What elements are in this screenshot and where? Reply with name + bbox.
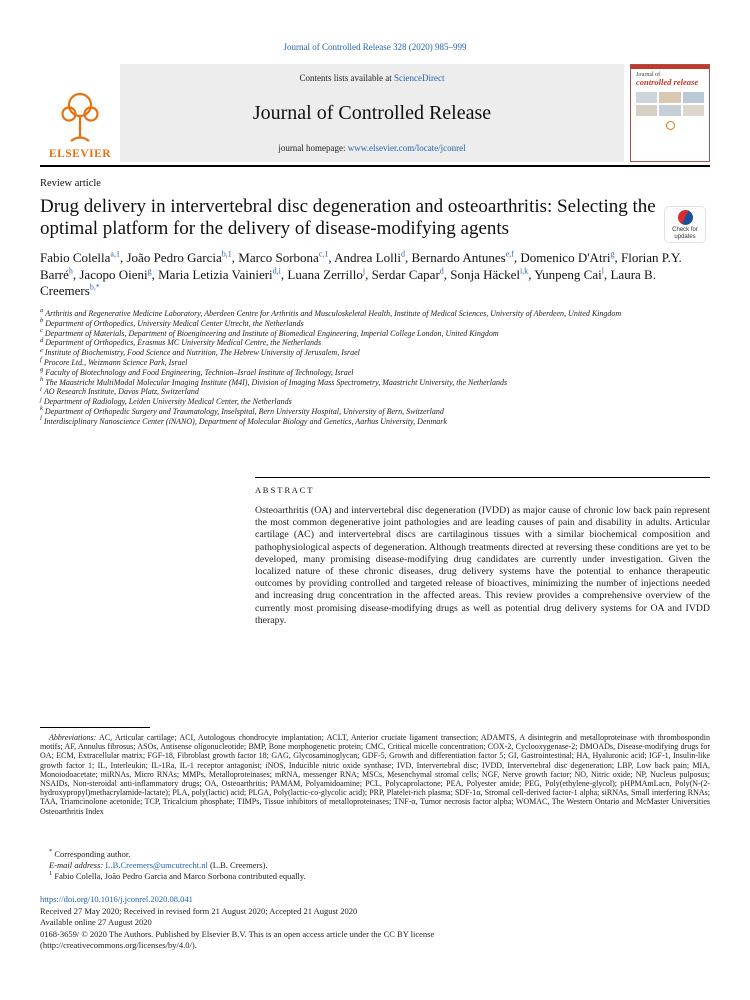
journal-cover-thumbnail[interactable]	[630, 64, 710, 162]
author-name: Jacopo Oieni	[79, 266, 148, 282]
author-affiliation-sup[interactable]: d,i	[272, 266, 281, 276]
affiliation-item	[40, 309, 710, 319]
affiliation-item	[40, 375, 710, 388]
footnote-lines	[40, 849, 710, 881]
author-name: Bernardo Antunes	[411, 250, 506, 265]
author-name: Florian P.Y. Barré	[40, 250, 682, 282]
author-name: Serdar Capar	[371, 266, 440, 282]
affiliation-item	[40, 338, 710, 348]
cover-kicker-text: Journal of	[636, 72, 661, 78]
homepage-line	[278, 143, 465, 153]
received-dates: Received 27 May 2020; Received in revised form 21 August 2020; Accepted 21 August 2020	[40, 905, 358, 916]
affiliation-item	[40, 387, 710, 397]
author-name: Laura B. Creemers	[40, 266, 656, 298]
affiliation-list	[40, 309, 710, 427]
affiliation-item	[40, 368, 710, 378]
affiliation-text: Arthritis and Regenerative Medicine Laboratory, Aberdeen Centre for Arthritis and Musculoskeletal Health, Institute of Medical Sciences, University of Aberdeen, United Kingdom	[45, 309, 622, 318]
corresponding-text: Corresponding author.	[54, 849, 131, 859]
affiliation-sup: h	[40, 375, 44, 383]
author-separator: ,	[280, 266, 288, 282]
affiliation-sup: g	[40, 366, 44, 374]
affiliation-sup: a	[40, 307, 44, 315]
abbreviations-text: AC, Articular cartilage; ACI, Autologous chondrocyte implantation; ACLT, Anterior cruciate ligament transection; ADAMTS, A disintegrin and metalloproteinase with thrombospondin motifs; AF, Annulus fibrosus; ASOs, Antisense oligonucleotide; BMP, Bone morphogenetic protein; CMC, Critical micelle concentration; COX-2, Cyclooxygenase-2; DMOADs, Disease-modifying drugs for OA; ECM, Extracellular matrix; FGF-18, Fibroblast growth factor 18; GAG, Glycosaminoglycan; GDF-5, Growth and differentiation factor 5; GI, Gastrointestinal; HA, Hyaluronic acid; IGF-1, Insulin-like growth factor 1; IL, Interleukin; IL-1Ra, IL-1 receptor antagonist; iNOS, Inducible nitric oxide synthase; IVD, Intervertebral disc; IVDD, Intervertebral disc degeneration; LBP, Low back pain; MIA, Monoiodoacetate; miRNAs, Micro RNAs; MMPs, Metalloproteinases; mRNA, messenger RNA; MSCs, Mesenchymal stromal cells; NGF, Nerve growth factor; NO, Nitric oxide; NP, Nucleus pulposus; NSAIDs, Non-steroidal anti-inflammatory drugs; OA, Osteoarthritis; PAMAM, Polyamidoamine; PCL, Polycaprolactone; PEA, Polyester amide; PEG, Poly(ethylene-glycol); pHPMAmLacn, Poly(N-(2-hydroxypropyl)methacrylamide-lactate); PLA, poly(lactic) acid; PLGA, Poly(lactic-co-glycolic acid); PRP, Platelet-rich plasma; SDF-1α, Stromal cell-derived factor-1 alpha; siRNAs, Small interfering RNAs; TAA, Triamcinolone acetonide; TCP, Tricalcium phosphate; TIMPs, Tissue inhibitors of metalloproteinases; TNF-α, Tumor necrosis factor alpha; WOMAC, The Western Ontario and McMaster Universities Osteoarthritis Index	[40, 733, 710, 816]
author	[334, 250, 411, 265]
author-affiliation-sup[interactable]: b,*	[89, 282, 100, 292]
affiliation-sup: l	[40, 415, 42, 423]
author-separator: ,	[614, 250, 621, 265]
article-type-label: Review article	[40, 178, 101, 189]
license-url: (http://creativecommons.org/licenses/by/4.0/).	[40, 940, 197, 951]
author-affiliation-sup[interactable]: d	[400, 249, 405, 259]
abstract-heading: A B S T R A C T	[255, 485, 313, 495]
equal-contribution-sup: 1	[49, 869, 53, 877]
author-separator: ,	[119, 250, 127, 265]
affiliation-text: Procore Ltd., Weizmann Science Park, Israel	[43, 357, 188, 367]
contents-line	[300, 73, 445, 83]
copyright-line: 0168-3659/ © 2020 The Authors. Published by Elsevier B.V. This is an open access article under the CC BY license	[40, 928, 435, 939]
elsevier-mini-tree-icon	[666, 121, 675, 130]
email-suffix: (L.B. Creemers).	[207, 859, 268, 870]
affiliation-item	[40, 397, 710, 407]
affiliation-sup: c	[40, 326, 43, 334]
author-name: Andrea Lolli	[334, 250, 401, 265]
homepage-prefix: journal homepage:	[278, 143, 348, 153]
affiliation-text: Faculty of Biotechnology and Food Engineering, Technion–Israel Institute of Technology, Israel	[45, 367, 354, 377]
author-separator: ,	[365, 266, 372, 282]
doi-link[interactable]: https://doi.org/10.1016/j.jconrel.2020.08.041	[40, 894, 193, 904]
author	[126, 250, 238, 265]
affiliation-text: Interdisciplinary Nanoscience Center (iNANO), Department of Molecular Biology and Genetics, Aarhus University, Denmark	[43, 416, 447, 426]
journal-banner	[120, 64, 624, 162]
header-divider	[40, 165, 710, 167]
affiliation-item	[40, 319, 710, 329]
author	[287, 267, 371, 282]
author-affiliation-sup[interactable]: b,1	[221, 249, 232, 259]
author	[534, 267, 610, 282]
affiliation-item	[40, 326, 710, 339]
author-affiliation-sup[interactable]: a,1	[110, 249, 120, 259]
affiliation-text: AO Research Institute, Davos Platz, Switzerland	[43, 387, 199, 397]
author-separator: ,	[231, 250, 239, 265]
journal-header	[40, 64, 710, 162]
journal-title: Journal of Controlled Release	[252, 101, 492, 124]
author	[372, 267, 451, 282]
equal-contribution-note	[40, 871, 710, 882]
author-separator: ,	[528, 266, 535, 282]
author-separator: ,	[151, 266, 159, 282]
author-affiliation-sup[interactable]: g	[147, 266, 152, 276]
elsevier-logo-text: ELSEVIER	[48, 148, 112, 160]
contents-line-prefix: Contents lists available at	[299, 73, 394, 83]
check-for-updates-label: Check for updates	[672, 227, 698, 240]
author-separator: ,	[513, 250, 521, 265]
author-separator: ,	[404, 250, 412, 265]
author	[450, 267, 534, 282]
cover-content	[631, 69, 709, 133]
author-affiliation-sup[interactable]: c,1	[318, 249, 329, 259]
author-affiliation-sup[interactable]: h	[68, 266, 73, 276]
affiliation-sup: f	[40, 356, 42, 364]
affiliation-item	[40, 348, 710, 358]
affiliation-text: Department of Orthopedics, Erasmus MC University Medical Centre, the Netherlands	[45, 338, 322, 348]
cover-title-text: controlled release	[636, 77, 699, 87]
affiliation-sup: d	[40, 336, 44, 344]
affiliation-text: Department of Orthopedic Surgery and Traumatology, Inselspital, Bern University Hospital, University of Bern, Switzerland	[44, 406, 444, 416]
elsevier-tree-icon	[59, 89, 101, 147]
email-label: E-mail address:	[49, 859, 104, 870]
footnote-divider	[40, 727, 150, 728]
equal-contribution-text: Fabio Colella, João Pedro Garcia and Marco Sorbona contributed equally.	[54, 870, 306, 881]
affiliation-item	[40, 417, 710, 427]
sciencedirect-link[interactable]: ScienceDirect	[394, 73, 445, 83]
crossmark-icon	[678, 210, 693, 225]
author	[520, 250, 621, 265]
email-link[interactable]: L.B.Creemers@umcutrecht.nl	[105, 859, 208, 870]
affiliation-sup: b	[40, 317, 44, 325]
author-affiliation-sup[interactable]: j	[362, 266, 366, 276]
abbreviations	[40, 733, 710, 816]
check-for-updates-badge[interactable]	[664, 206, 706, 243]
affiliation-text: The Maastricht MultiModal Molecular Imaging Institute (M4I), Division of Imaging Mass Spectrometry, Maastricht University, the Netherlands	[45, 377, 508, 387]
cover-elsevier-mark	[636, 121, 704, 130]
elsevier-logo	[40, 64, 120, 162]
author-affiliation-sup[interactable]: i,k	[519, 266, 529, 276]
author-separator: ,	[603, 266, 611, 282]
article-title: Drug delivery in intervertebral disc degeneration and osteoarthritis: Selecting the optimal platform for the delivery of disease-modifying agents	[40, 196, 656, 239]
affiliation-item	[40, 358, 710, 368]
affiliation-text: Department of Radiology, Leiden University Medical Center, the Netherlands	[43, 397, 292, 407]
affiliation-item	[40, 407, 710, 417]
corresponding-author-note	[40, 849, 710, 860]
cover-artwork	[636, 92, 704, 116]
author-name: Luana Zerrillo	[287, 266, 363, 282]
running-head-citation: Journal of Controlled Release 328 (2020) 985–999	[283, 42, 467, 52]
author	[79, 267, 158, 282]
journal-homepage-link[interactable]: www.elsevier.com/locate/jconrel	[347, 143, 466, 153]
affiliation-sup: i	[40, 385, 42, 393]
author-affiliation-sup[interactable]: g	[610, 249, 615, 259]
email-line	[40, 860, 710, 871]
author-name: Maria Letizia Vainieri	[158, 266, 273, 282]
article-footer	[40, 894, 710, 952]
abbreviations-label: Abbreviations:	[49, 733, 97, 742]
author-separator: ,	[328, 250, 335, 265]
author	[411, 250, 520, 265]
corresponding-star: *	[49, 848, 53, 856]
author-name: Fabio Colella	[40, 250, 111, 265]
affiliation-text: Institute of Biochemistry, Food Science and Nutrition, The Hebrew University of Jerusalem, Israel	[44, 348, 360, 358]
author-affiliation-sup[interactable]: d	[439, 266, 444, 276]
author-separator: ,	[443, 266, 451, 282]
author-name: Domenico D'Atri	[520, 250, 611, 265]
author-list	[40, 250, 690, 300]
author	[158, 267, 287, 282]
abstract-section	[255, 477, 710, 627]
author-name: Marco Sorbona	[238, 250, 319, 265]
author-separator: ,	[72, 266, 80, 282]
affiliation-text: Department of Materials, Department of Bioengineering and Institute of Biomedical Engineering, Imperial College London, United Kingdom	[44, 328, 499, 338]
affiliation-text: Department of Orthopedics, University Medical Center Utrecht, the Netherlands	[45, 318, 304, 328]
author-name: João Pedro Garcia	[126, 250, 222, 265]
abstract-text: Osteoarthritis (OA) and intervertebral disc degeneration (IVDD) as major cause of chronic low back pain represent the most common degenerative joint pathologies and are leading causes of pain and disability in adults. Articular cartilage (AC) and intervertebral discs are cartilaginous tissues with a similar biochemical composition and pathophysiological aspects of degeneration. Although treatments directed at reversing these conditions are yet to be developed, many promising disease-modifying drug candidates are currently under investigation. Given the localized nature of these chronic diseases, drug delivery systems have the potential to enhance therapeutic outcomes by providing controlled and targeted release of bioactives, minimizing the number of injections needed and increasing drug concentration in the affected areas. This review provides a comprehensive overview of the currently most promising disease-modifying drugs as well as potential drug delivery systems for OA and IVDD therapy.	[255, 505, 710, 626]
affiliation-sup: e	[40, 346, 43, 354]
author-affiliation-sup[interactable]: l	[601, 266, 604, 276]
affiliation-sup: k	[40, 405, 43, 413]
author	[238, 250, 334, 265]
author-affiliation-sup[interactable]: e,f	[505, 249, 514, 259]
affiliation-sup: j	[40, 395, 42, 403]
author-name: Sonja Häckel	[450, 266, 520, 282]
available-online: Available online 27 August 2020	[40, 917, 152, 928]
author	[40, 250, 126, 265]
author-name: Yunpeng Cai	[534, 266, 602, 282]
